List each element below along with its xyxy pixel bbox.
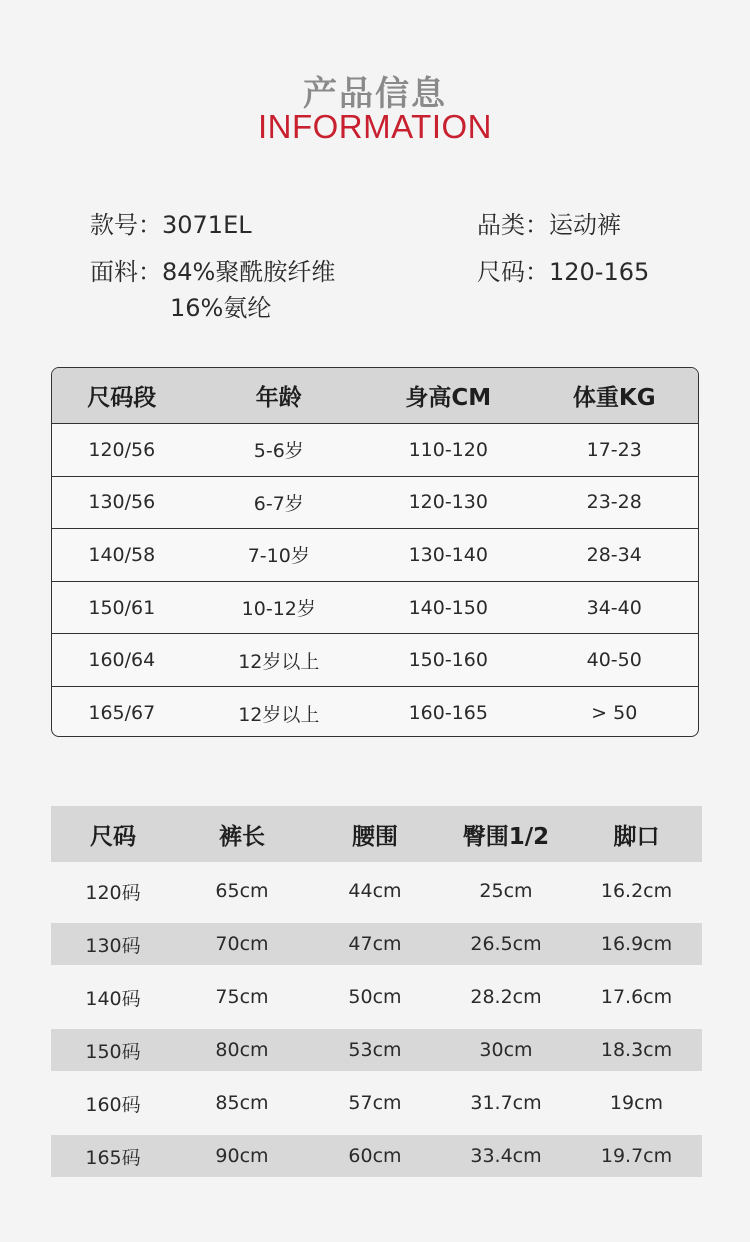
table-row bbox=[52, 634, 698, 687]
cell-length: 65cm bbox=[215, 880, 269, 902]
cell-age: 6-7岁 bbox=[253, 492, 304, 515]
cell-leg-opening: 19cm bbox=[609, 1092, 664, 1114]
table-row bbox=[51, 1029, 702, 1071]
cell-waist: 57cm bbox=[348, 1092, 402, 1114]
cell-size: 140/58 bbox=[88, 543, 156, 566]
cell-size: 140码 bbox=[85, 987, 141, 1010]
fabric-value-line1: 84%聚酰胺纤维 bbox=[162, 258, 336, 286]
cell-age: 5-6岁 bbox=[253, 440, 304, 463]
page-title-en: INFORMATION bbox=[257, 108, 493, 145]
style-number bbox=[90, 208, 252, 242]
cell-size: 160/64 bbox=[88, 649, 156, 672]
cell-size: 130码 bbox=[85, 934, 141, 957]
cell-size: 130/56 bbox=[88, 491, 156, 514]
cell-hip: 33.4cm bbox=[470, 1145, 542, 1167]
cell-size: 165码 bbox=[85, 1146, 141, 1169]
cell-weight: 40-50 bbox=[586, 649, 642, 672]
cell-hip: 28.2cm bbox=[470, 986, 542, 1008]
category-label: 品类： bbox=[477, 211, 549, 239]
table-row bbox=[52, 477, 698, 530]
cell-age: 12岁以上 bbox=[238, 650, 320, 673]
cell-weight: 28-34 bbox=[586, 543, 642, 566]
size-range bbox=[477, 255, 649, 289]
cell-hip: 30cm bbox=[479, 1039, 533, 1061]
cell-waist: 47cm bbox=[348, 933, 402, 955]
header-half-hip: 臀围1/2 bbox=[462, 823, 550, 850]
table-row bbox=[51, 1135, 702, 1177]
cell-length: 70cm bbox=[215, 933, 269, 955]
cell-hip: 25cm bbox=[479, 880, 533, 902]
table-row bbox=[52, 582, 698, 635]
fabric-value-line2: 16%氨纶 bbox=[170, 294, 272, 322]
cell-waist: 44cm bbox=[348, 880, 402, 902]
cell-leg-opening: 19.7cm bbox=[600, 1145, 673, 1167]
style-number-value: 3071EL bbox=[162, 211, 252, 239]
category bbox=[477, 208, 621, 242]
header-waist: 腰围 bbox=[352, 823, 398, 850]
cell-hip: 31.7cm bbox=[470, 1092, 542, 1114]
cell-age: 7-10岁 bbox=[247, 545, 310, 568]
size-range-label: 尺码： bbox=[477, 258, 549, 286]
cell-length: 85cm bbox=[215, 1092, 269, 1114]
table-row bbox=[51, 1082, 702, 1124]
cell-size: 165/67 bbox=[88, 702, 156, 725]
style-number-label: 款号： bbox=[90, 211, 162, 239]
header-size: 尺码 bbox=[90, 823, 136, 850]
cell-leg-opening: 17.6cm bbox=[600, 986, 673, 1008]
table-row bbox=[52, 687, 698, 737]
table-header bbox=[51, 806, 702, 862]
cell-size: 120/56 bbox=[88, 438, 156, 461]
cell-height: 160-165 bbox=[408, 702, 488, 725]
table-row bbox=[51, 870, 702, 912]
cell-weight: 17-23 bbox=[586, 438, 642, 461]
cell-age: 10-12岁 bbox=[241, 598, 316, 621]
header-height: 身高CM bbox=[405, 385, 492, 411]
fabric-label: 面料： bbox=[90, 258, 162, 286]
cell-waist: 53cm bbox=[348, 1039, 402, 1061]
header-leg-opening: 脚口 bbox=[613, 823, 660, 850]
cell-size: 160码 bbox=[85, 1093, 141, 1116]
cell-hip: 26.5cm bbox=[470, 933, 542, 955]
cell-size: 150/61 bbox=[88, 596, 156, 619]
header-pants-length: 裤长 bbox=[219, 823, 265, 850]
cell-age: 12岁以上 bbox=[238, 703, 320, 726]
fabric bbox=[90, 255, 336, 322]
cell-length: 75cm bbox=[215, 986, 269, 1008]
cell-height: 110-120 bbox=[408, 438, 488, 461]
cell-height: 150-160 bbox=[408, 649, 488, 672]
header-size-range: 尺码段 bbox=[87, 385, 157, 411]
measurement-table bbox=[51, 806, 702, 1177]
category-value: 运动裤 bbox=[549, 211, 621, 239]
header-age: 年龄 bbox=[255, 385, 302, 411]
size-age-table bbox=[51, 367, 699, 737]
table-row bbox=[52, 424, 698, 477]
header-weight: 体重KG bbox=[572, 385, 656, 411]
cell-weight: 23-28 bbox=[586, 491, 642, 514]
cell-size: 150码 bbox=[85, 1040, 141, 1063]
table-row bbox=[51, 923, 702, 965]
cell-height: 140-150 bbox=[408, 596, 488, 619]
cell-length: 90cm bbox=[215, 1145, 269, 1167]
cell-weight: > 50 bbox=[591, 702, 638, 725]
page-title-cn: 产品信息 bbox=[303, 74, 447, 114]
cell-height: 120-130 bbox=[408, 491, 488, 514]
table-row bbox=[51, 976, 702, 1018]
cell-waist: 60cm bbox=[348, 1145, 402, 1167]
cell-weight: 34-40 bbox=[586, 596, 642, 619]
cell-leg-opening: 18.3cm bbox=[600, 1039, 673, 1061]
cell-leg-opening: 16.9cm bbox=[600, 933, 673, 955]
cell-waist: 50cm bbox=[348, 986, 402, 1008]
cell-height: 130-140 bbox=[408, 543, 488, 566]
table-header bbox=[52, 368, 698, 424]
cell-size: 120码 bbox=[85, 881, 141, 904]
table-row bbox=[52, 529, 698, 582]
cell-length: 80cm bbox=[215, 1039, 269, 1061]
size-range-value: 120-165 bbox=[549, 258, 650, 286]
cell-leg-opening: 16.2cm bbox=[600, 880, 673, 902]
